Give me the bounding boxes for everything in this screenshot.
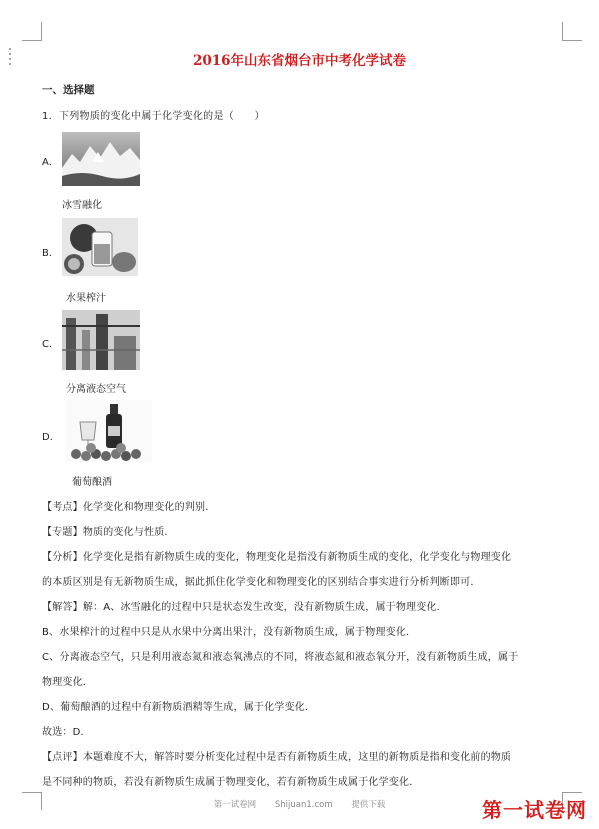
crop-mark-top-left-h bbox=[22, 40, 42, 41]
option-c-caption: 分离液态空气 bbox=[66, 384, 126, 395]
air-separation-photo bbox=[62, 310, 140, 370]
jieda-line-c1: C、分离液态空气，只是利用液态氮和液态氧沸点的不同，将液态氮和液态氧分开，没有新物质生成，属于 bbox=[42, 652, 519, 663]
crop-mark-top-right-h bbox=[562, 40, 582, 41]
option-d-letter: D． bbox=[42, 432, 60, 443]
footer-site-url[interactable]: Shijuan1.com bbox=[274, 800, 333, 810]
dianping-text-1: 本题难度不大，解答时要分析变化过程中是否有新物质生成，这里的新物质是指和变化前的物质 bbox=[82, 752, 512, 763]
crop-mark-top-right-v bbox=[562, 22, 563, 40]
footer-download-text: 提供下载 bbox=[351, 800, 386, 810]
kaodian-line bbox=[42, 498, 215, 513]
jieda-line-b: B、水果榨汁的过程中只是从水果中分离出果汁，没有新物质生成，属于物理变化． bbox=[42, 627, 417, 638]
answer-line: 故选：D． bbox=[42, 727, 91, 738]
fenxi-text-1: 化学变化是指有新物质生成的变化，物理变化是指没有新物质生成的变化，化学变化与物理变化 bbox=[82, 552, 512, 563]
jieda-line-d: D、葡萄酿酒的过程中有新物质酒精等生成，属于化学变化． bbox=[42, 702, 316, 713]
crop-mark-bottom-right-h bbox=[562, 792, 582, 793]
dianping-line-1 bbox=[42, 748, 511, 763]
zhuanti-tag: 【专题】 bbox=[42, 527, 83, 538]
kaodian-text: 化学变化和物理变化的判别． bbox=[82, 502, 216, 513]
site-logo: 第一试卷网 bbox=[482, 798, 587, 822]
ice-melting-photo bbox=[62, 132, 140, 186]
document-title: 2016年山东省烟台市中考化学试卷 bbox=[192, 53, 407, 69]
option-b-letter: B． bbox=[42, 248, 59, 259]
option-b-caption: 水果榨汁 bbox=[66, 293, 106, 304]
option-c-letter: C． bbox=[42, 339, 59, 350]
fenxi-tag: 【分析】 bbox=[42, 552, 83, 563]
question-text: 1．下列物质的变化中属于化学变化的是（ ） bbox=[42, 111, 265, 122]
crop-mark-bottom-left-h bbox=[22, 792, 42, 793]
section-heading: 一、选择题 bbox=[42, 84, 95, 96]
fenxi-line-1 bbox=[42, 548, 511, 563]
fenxi-line-2: 的本质区别是有无新物质生成，据此抓住化学变化和物理变化的区别结合事实进行分析判断即可． bbox=[42, 577, 481, 588]
option-d-caption: 葡萄酿酒 bbox=[72, 477, 112, 488]
option-a-letter: A． bbox=[42, 157, 59, 168]
fruit-juicing-photo bbox=[62, 218, 138, 276]
jieda-line-a bbox=[42, 598, 447, 613]
dianping-tag: 【点评】 bbox=[42, 752, 83, 763]
footer-site-name: 第一试卷网 bbox=[213, 800, 257, 810]
crop-mark-top-left-v bbox=[41, 22, 42, 40]
jieda-line-c2: 物理变化． bbox=[42, 677, 93, 688]
zhuanti-line bbox=[42, 523, 175, 538]
zhuanti-text: 物质的变化与性质． bbox=[82, 527, 175, 538]
wine-making-photo bbox=[66, 400, 152, 462]
option-a-caption: 冰雪融化 bbox=[62, 200, 102, 211]
dianping-line-2: 是不同种的物质，若没有新物质生成属于物理变化，若有新物质生成属于化学变化． bbox=[42, 777, 420, 788]
jieda-text-a: 解：A、冰雪融化的过程中只是状态发生改变，没有新物质生成，属于物理变化． bbox=[82, 602, 447, 613]
kaodian-tag: 【考点】 bbox=[42, 502, 83, 513]
jieda-tag: 【解答】 bbox=[42, 602, 83, 613]
